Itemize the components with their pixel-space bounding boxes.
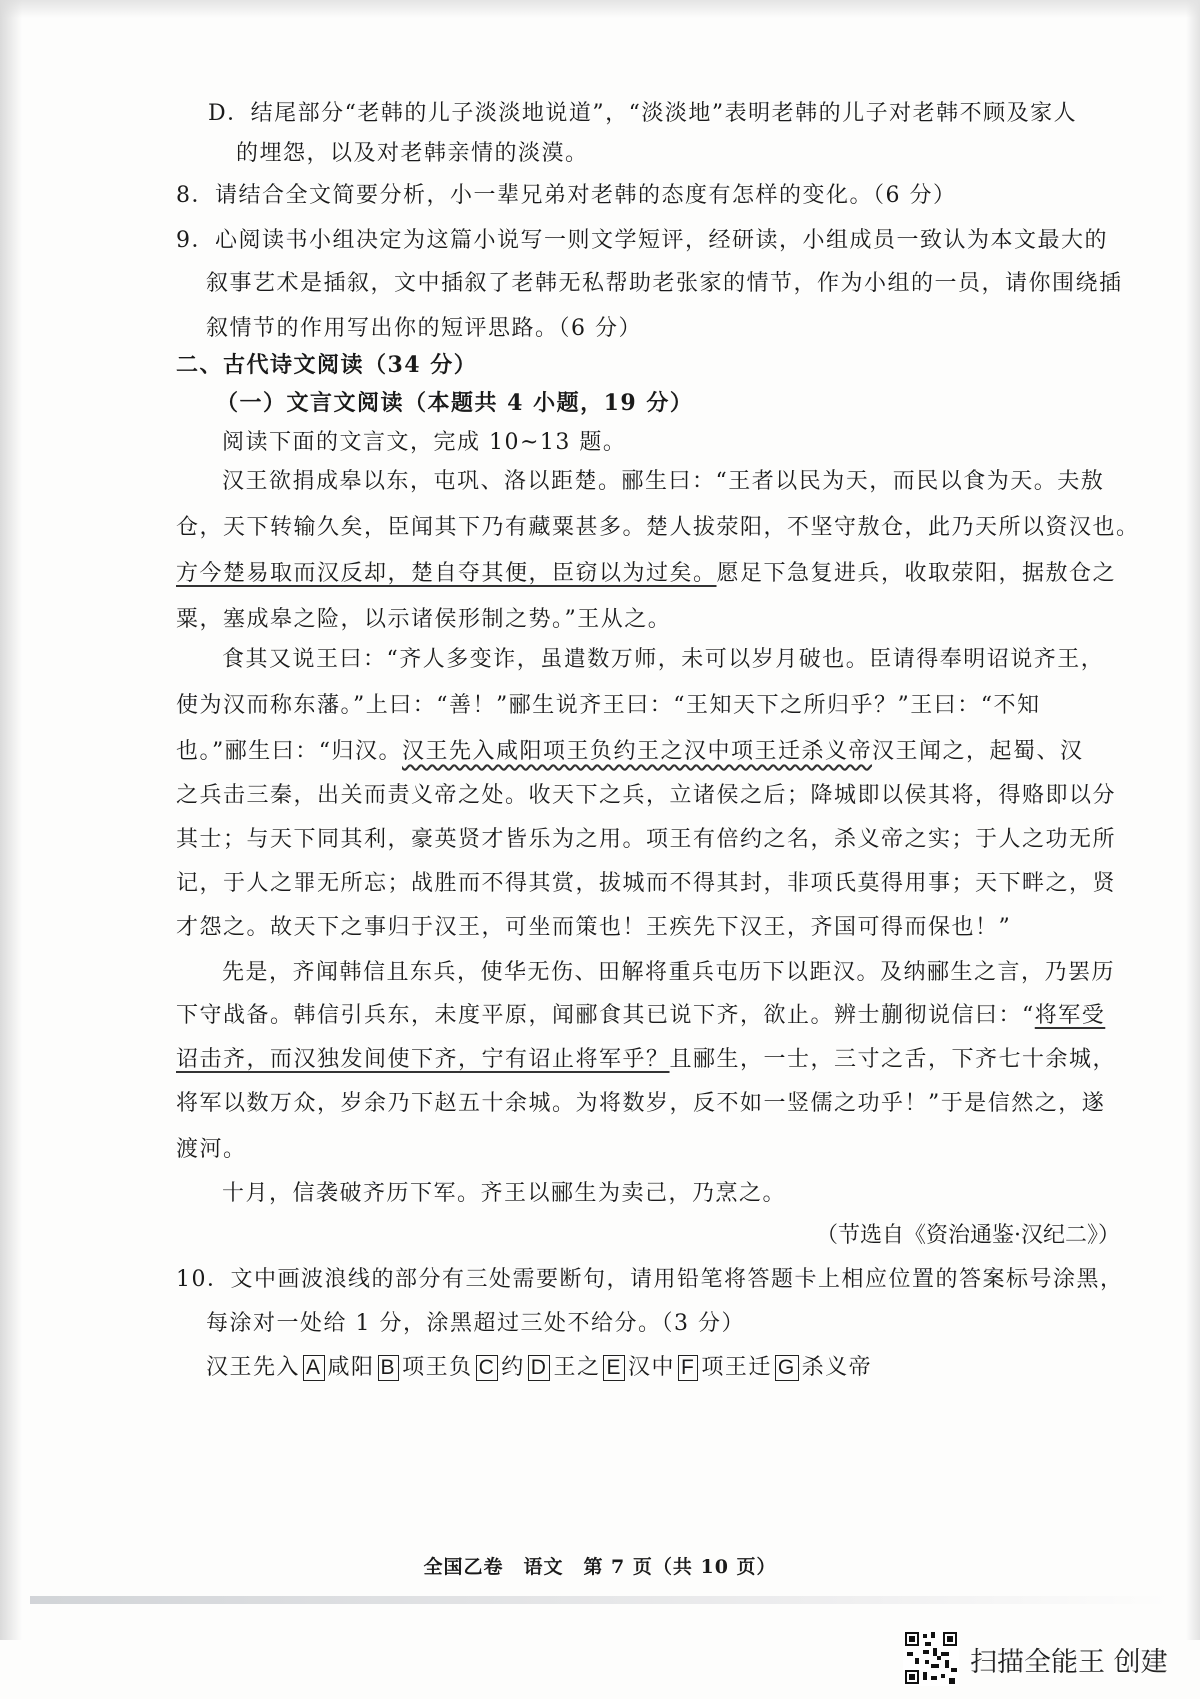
scan-shadow-left [0,0,22,1640]
passage-p2-line7: 才怨之。故天下之事归于汉王，可坐而策也！王疾先下汉王，齐国可得而保也！” [176,915,1012,940]
question-9-line2: 叙事艺术是插叙，文中插叙了老韩无私帮助老张家的情节，作为小组的一员，请你围绕插 [206,271,1123,296]
question-9-line3: 叙情节的作用写出你的短评思路。（6 分） [206,316,642,341]
passage-p1-line4: 粟，塞成皋之险，以示诸侯形制之势。”王从之。 [176,607,672,632]
scan-shadow-bottom [30,1596,1170,1604]
break-option-b[interactable]: B [378,1355,400,1381]
reading-instruction: 阅读下面的文言文，完成 10~13 题。 [222,430,627,455]
break-option-e[interactable]: E [603,1355,625,1381]
passage-p1-line2: 仓，天下转输久矣，臣闻其下乃有藏粟甚多。楚人拔荥阳，不坚守敖仓，此乃天所以资汉也。 [176,515,1140,540]
page-footer: 全国乙卷 语文 第 7 页（共 10 页） [423,1556,777,1578]
passage-p2-line5: 其士；与天下同其利，豪英贤才皆乐为之用。项王有倍约之名，杀义帝之实；于人之功无所 [176,827,1117,852]
question-8: 8．请结合全文简要分析，小一辈兄弟对老韩的态度有怎样的变化。（6 分） [176,183,957,208]
passage-p1-line1: 汉王欲捐成皋以东，屯巩、洛以距楚。郦生曰：“王者以民为天，而民以食为天。夫敖 [222,469,1105,494]
underlined-sentence-2: 诏击齐，而汉独发间使下齐，宁有诏止将军乎？ [176,1047,670,1072]
section-subheading: （一）文言文阅读（本题共 4 小题，19 分） [216,390,694,416]
passage-p3-line2: 下守战备。韩信引兵东，未度平原，闻郦食其已说下齐，欲止。辨士蒯彻说信曰：“将军受 [176,1003,1106,1028]
scan-shadow-top [0,0,1200,18]
wavy-line-segment: 汉王先入咸阳项王负约王之汉中项王迁杀义帝 [402,739,873,764]
passage-p2-line2: 使为汉而称东藩。”上曰：“善！”郦生说齐王曰：“王知天下之所归乎？”王曰：“不知 [176,693,1041,718]
passage-p2-line3: 也。”郦生曰：“归汉。汉王先入咸阳项王负约王之汉中项王迁杀义帝汉王闻之，起蜀、汉 [176,739,1084,764]
qr-code-icon [903,1630,959,1686]
passage-p4: 十月，信袭破齐历下军。齐王以郦生为卖己，乃烹之。 [222,1181,787,1206]
break-option-c[interactable]: C [476,1355,499,1381]
break-option-d[interactable]: D [528,1355,551,1381]
option-d-line2: 的埋怨，以及对老韩亲情的淡漠。 [236,141,589,166]
scanner-watermark: 扫描全能王 创建 [970,1647,1168,1678]
break-option-f[interactable]: F [678,1355,698,1381]
section-heading: 二、古代诗文阅读（34 分） [176,352,478,378]
underlined-sentence-1: 方今楚易取而汉反却，楚自夺其便，臣窃以为过矣。 [176,561,717,586]
passage-p3-line4: 将军以数万众，岁余乃下赵五十余城。为将数岁，反不如一竖儒之功乎！”于是信然之，遂 [176,1091,1106,1116]
question-10-line2: 每涂对一处给 1 分，涂黑超过三处不给分。（3 分） [206,1311,745,1336]
passage-p3-line3: 诏击齐，而汉独发间使下齐，宁有诏止将军乎？且郦生，一士，三寸之舌，下齐七十余城， [176,1047,1117,1072]
break-option-a[interactable]: A [303,1355,325,1381]
sentence-break-options: 汉王先入 A 咸阳 B 项王负 C 约 D 王之 E 汉中 F 项王迁 G 杀义帝 [206,1355,873,1380]
break-option-g[interactable]: G [775,1355,799,1381]
passage-p1-line3: 方今楚易取而汉反却，楚自夺其便，臣窃以为过矣。愿足下急复进兵，收取荥阳，据敖仓之 [176,561,1117,586]
question-10-line1: 10．文中画波浪线的部分有三处需要断句，请用铅笔将答题卡上相应位置的答案标号涂黑， [176,1267,1124,1292]
question-9-line1: 9．心阅读书小组决定为这篇小说写一则文学短评，经研读，小组成员一致认为本文最大的 [176,228,1109,253]
passage-source: （节选自《资治通鉴·汉纪二》） [816,1223,1120,1248]
passage-p2-line1: 食其又说王曰：“齐人多变诈，虽遣数万师，未可以岁月破也。臣请得奉明诏说齐王， [222,647,1105,672]
passage-p3-line1: 先是，齐闻韩信且东兵，使华无伤、田解将重兵屯历下以距汉。及纳郦生之言，乃罢历 [222,960,1116,985]
passage-p2-line4: 之兵击三秦，出关而责义帝之处。收天下之兵，立诸侯之后；降城即以侯其将，得赂即以分 [176,783,1117,808]
passage-p3-line5: 渡河。 [176,1137,247,1162]
scan-shadow-right [1186,0,1200,1640]
passage-p2-line6: 记，于人之罪无所忘；战胜而不得其赏，拔城而不得其封，非项氏莫得用事；天下畔之，贤 [176,871,1117,896]
option-d-line1: D．结尾部分“老韩的儿子淡淡地说道”，“淡淡地”表明老韩的儿子对老韩不顾及家人 [208,101,1078,126]
